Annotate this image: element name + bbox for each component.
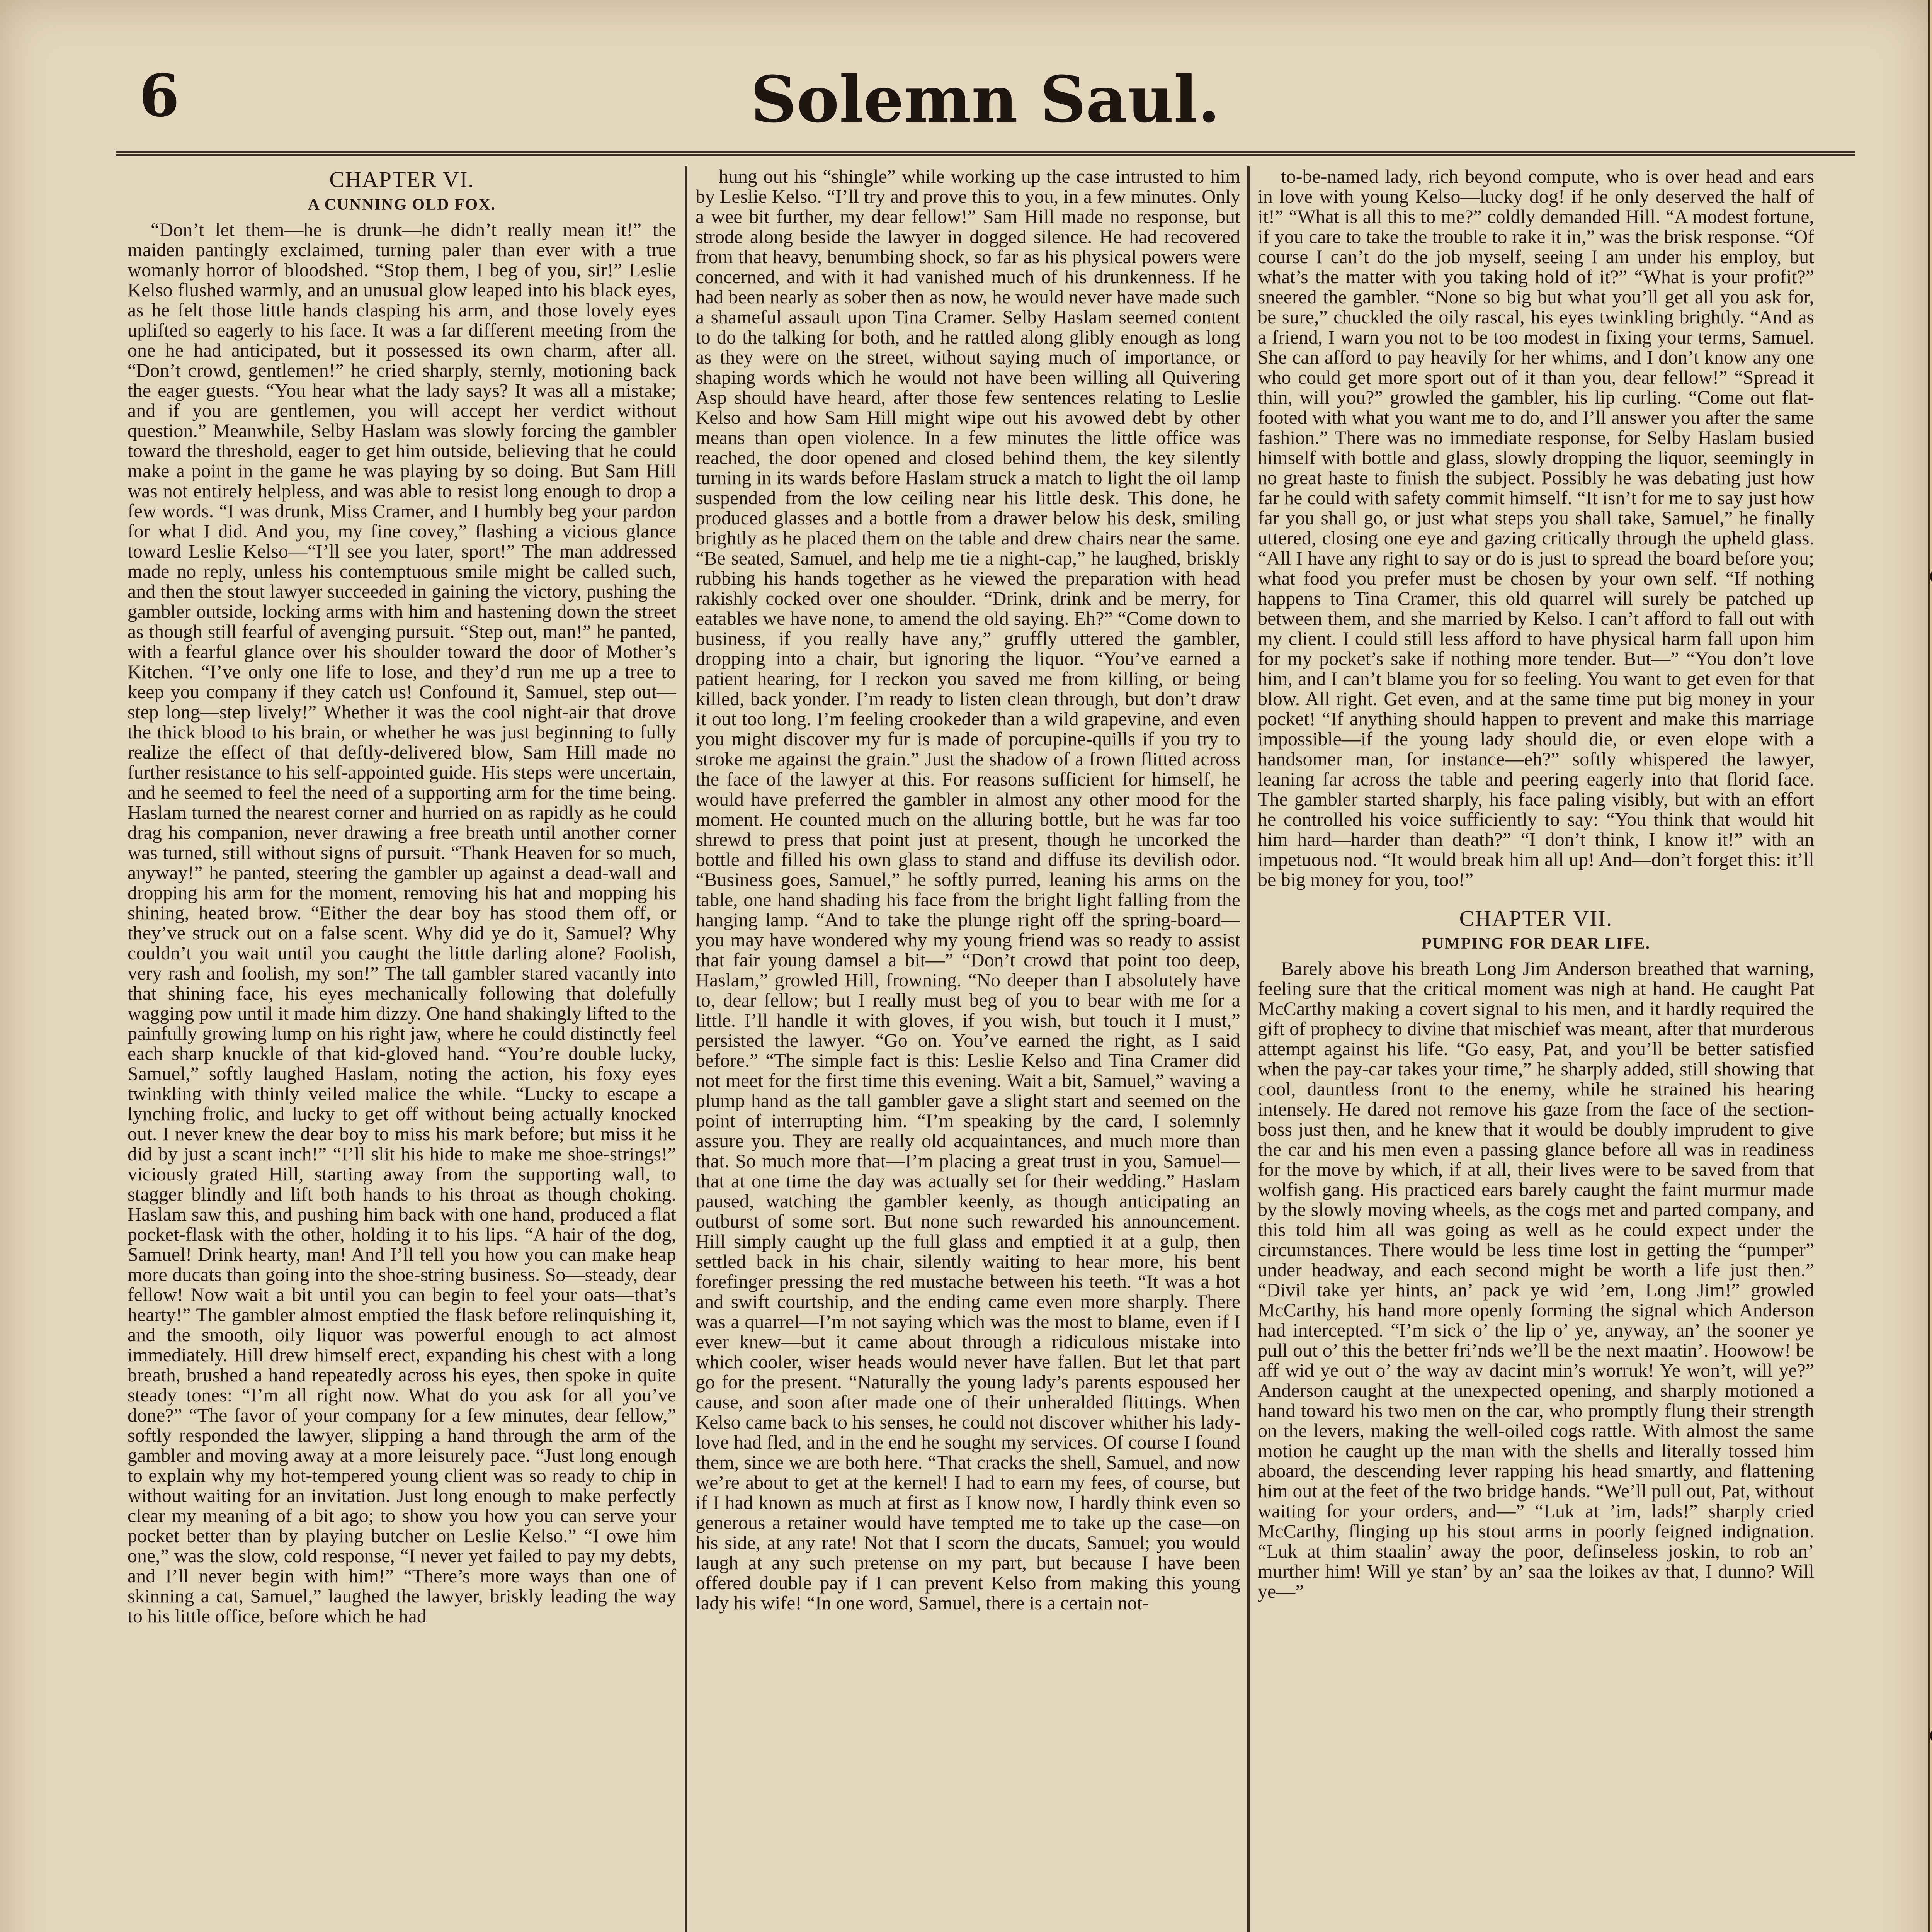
chapter-heading: CHAPTER VI. — [329, 167, 474, 192]
body-text: Barely above his breath Long Jim Anderson breathed that warning, feeling sure that the critical moment was nigh at hand. He caught Pat McCarthy making a covert signal to his men, and it hardly required the gift of prophecy to divine that mischief was meant, after that murderous attempt against his life. “Go easy, Pat, and you’ll be better satisfied when the pay-car takes your time,” he sharply added, still showing that cool, dauntless front to the enemy, while he strained his hearing intensely. He dared not remove his gaze from the face of the section-boss just then, and he knew that it would be doubly imprudent to give the car and his men even a passing glance before all was in readiness for the move by which, if at all, their lives were to be saved from that wolfish gang. His practiced ears barely caught the faint murmur made by the slowly moving wheels, as the cogs met and parted company, and this told him all was going as well as he could expect under the circumstances. There would be less time lost in getting the “pumper” under headway, and each second might be worth a life just then.” “Divil take yer hints, an’ pack ye wid ’em, Long Jim!” growled McCarthy, his hand more openly forming the signal which Anderson had intercepted. “I’m sick o’ the lip o’ ye, anyway, an’ the sooner ye pull out o’ this the better fri’nds we’ll be the next maatin’. Hoowow! be aff wid ye out o’ the way av dacint min’s worruk! Ye won’t, will ye?” Anderson caught at the unexpected opening, and sharply motioned a hand toward his two men on the car, who promptly flung their strength on the levers, making the well-oiled cogs rattle. With almost the same motion he caught up the man with the shells and literally tossed him aboard, the descending lever rapping his head smartly, and flattening him out at the feet of the two bridge hands. “We’ll pull out, Pat, without waiting for your orders, and—” “Luk at ’im, lads!” sharply cried McCarthy, flinging up his stout arms in poorly feigned indignation. “Luk at thim staalin’ away the poor, definseless joskin, to rob an’ murther him! Will ye stan’ by an’ saa the loikes av that, I dunno? Will ye—” — [1258, 957, 1814, 1602]
page-number: 6 — [139, 62, 180, 130]
column-1 — [128, 166, 676, 1932]
chapter-heading: CHAPTER VII. — [1459, 906, 1613, 931]
running-title: Solemn Saul. — [750, 62, 1220, 137]
column-2 — [696, 166, 1240, 1932]
page-edge-strip — [1928, 0, 1932, 1932]
body-text: hung out his “shingle” while working up the case intrusted to him by Leslie Kelso. “I’ll try and prove this to you, in a few minutes. Only a wee bit further, my dear fellow!” Sam Hill made no response, but strode along beside the lawyer in dogged silence. He had recovered from that heavy, benumbing shock, so far as his physical powers were concerned, and with it had vanished much of his drunkenness. If he had been nearly as sober then as now, he would never have made such a shameful assault upon Tina Cramer. Selby Haslam seemed content to do the talking for both, and he rattled along glibly enough as long as they were on the street, without saying much of importance, or shaping words which he would not have been willing all Quivering Asp should have heard, after those few sentences relating to Leslie Kelso and how Sam Hill might wipe out his avowed debt by other means than open violence. In a few minutes the little office was reached, the door opened and closed behind them, the key silently turning in its wards before Haslam struck a match to light the oil lamp suspended from the low ceiling near his little desk. This done, he produced glasses and a bottle from a drawer below his desk, smiling brightly as he placed them on the table and drew chairs near the same. “Be seated, Samuel, and help me tie a night-cap,” he laughed, briskly rubbing his hands together as he viewed the preparation with head rakishly cocked over one shoulder. “Drink, drink and be merry, for eatables we have none, to amend the old saying. Eh?” “Come down to business, if you really have any,” gruffly uttered the gambler, dropping into a chair, but ignoring the liquor. “You’ve earned a patient hearing, for I reckon you saved me from killing, or being killed, back yonder. I’m ready to listen clean through, but don’t draw it out too long. I’m feeling crookeder than a wild grapevine, and even you might discover my fur is made of porcupine-quills if you try to stroke me against the grain.” Just the shadow of a frown flitted across the face of the lawyer at this. For reasons sufficient for himself, he would have preferred the gambler in almost any other mood for the moment. He counted much on the alluring bottle, but he was far too shrewd to press that point just at present, though he uncorked the bottle and filled his own glass to stand and diffuse its devilish odor. “Business goes, Samuel,” he softly purred, leaning his arms on the table, one hand shading his face from the bright light falling from the hanging lamp. “And to take the plunge right off the spring-board—you may have wondered why my young friend was so ready to assist that fair young damsel a bit—” “Don’t crowd that point too deep, Haslam,” growled Hill, frowning. “No deeper than I absolutely have to, dear fellow; but I really must beg of you to bear with me for a little. I’ll handle it with gloves, if you wish, but touch it I must,” persisted the lawyer. “Go on. You’ve earned the right, as I said before.” “The simple fact is this: Leslie Kelso and Tina Cramer did not meet for the first time this evening. Wait a bit, Samuel,” waving a plump hand as the tall gambler gave a slight start and seemed on the point of interrupting him. “I’m speaking by the card, I solemnly assure you. They are really old acquaintances, and much more than that. So much more that—I’m placing a great trust in you, Samuel—that at one time the day was actually set for their wedding.” Haslam paused, watching the gambler keenly, as though anticipating an outburst of some sort. But none such rewarded his announcement. Hill simply caught up the full glass and emptied it at a gulp, then settled back in his chair, silently waiting to hear more, his bent forefinger pressing the red mustache between his teeth. “It was a hot and swift courtship, and the ending came even more sharply. There was a quarrel—I’m not saying which was the most to blame, even if I ever knew—but it came about through a ridiculous mistake into which cooler, wiser heads would never have fallen. But let that part go for the present. “Naturally the young lady’s parents espoused her cause, and soon after made one of their unheralded flittings. When Kelso came back to his senses, he could not discover whither his lady-love had fled, and in the end he sought my services. Of course I found them, since we are both here. “That cracks the shell, Samuel, and now we’re about to get at the kernel! I had to earn my fees, of course, but if I had known as much at first as I know now, I hardly think even so generous a retainer would have tempted me to take up the case—on his side, at any rate! Not that I scorn the ducats, Samuel; you would laugh at any such pretense on my part, but because I have been offered double pay if I can prevent Kelso from making this young lady his wife! “In one word, Samuel, there is a certain not- — [696, 166, 1240, 1614]
body-text: to-be-named lady, rich beyond compute, who is over head and ears in love with young Kelso—lucky dog! if he only deserved the half of it!” “What is all this to me?” coldly demanded Hill. “A modest fortune, if you care to take the trouble to rake it in,” was the brisk response. “Of course I can’t do the job myself, seeing I am under his employ, but what’s the matter with you taking hold of it?” “What is your profit?” sneered the gambler. “None so big but what you’ll get all you ask for, be sure,” chuckled the oily rascal, his eyes twinkling brightly. “And as a friend, I warn you not to be too modest in fixing your terms, Samuel. She can afford to pay heavily for her whims, and I don’t know any one who could get more sport out of it than you, dear fellow!” “Spread it thin, will you?” growled the gambler, his lip curling. “Come out flat-footed with what you want me to do, and I’ll answer you after the same fashion.” There was no immediate response, for Selby Haslam busied himself with bottle and glass, slowly dropping the liquor, seemingly in no great haste to finish the subject. Possibly he was debating just how far he could with safety commit himself. “It isn’t for me to say just how far you shall go, or just what steps you shall take, Samuel,” he finally uttered, closing one eye and gazing critically through the upheld glass. “All I have any right to say or do is just to spread the board before you; what food you prefer must be chosen by your own self. “If nothing happens to Tina Cramer, this old quarrel will surely be patched up between them, and she married by Kelso. I can’t afford to fall out with my client. I could still less afford to have physical harm fall upon him for my pocket’s sake if nothing more tender. But—” “You don’t love him, and I can’t blame you for so feeling. You want to get even for that blow. All right. Get even, and at the same time put big money in your pocket! “If anything should happen to prevent and make this marriage impossible—if the young lady should die, or even elope with a handsomer man, for instance—eh?” softly whispered the lawyer, leaning far across the table and peering eagerly into that florid face. The gambler started sharply, his face paling visibly, but with an effort he controlled his voice sufficiently to say: “You think that would hit him hard—harder than death?” “I don’t think, I know it!” with an impetuous nod. “It would break him all up! And—don’t forget this: it’ll be big money for you, too!” — [1258, 166, 1814, 890]
body-text: “Don’t let them—he is drunk—he didn’t really mean it!” the maiden pantingly exclaimed, turning paler than ever with a true womanly horror of bloodshed. “Stop them, I beg of you, sir!” Leslie Kelso flushed warmly, and an unusual glow leaped into his black eyes, as he felt those little hands clasping his arm, and those lovely eyes uplifted so eagerly to his face. It was a far different meeting from the one he had anticipated, but it possessed its own charm, after all. “Don’t crowd, gentlemen!” he cried sharply, sternly, motioning back the eager guests. “You hear what the lady says? It was all a mistake; and if you are gentlemen, you will accept her verdict without question.” Meanwhile, Selby Haslam was slowly forcing the gambler toward the threshold, eager to get him outside, believing that he could make a point in the game he was playing by so doing. But Sam Hill was not entirely helpless, and was able to resist long enough to drop a few words. “I was drunk, Miss Cramer, and I humbly beg your pardon for what I did. And you, my fine covey,” flashing a vicious glance toward Leslie Kelso—“I’ll see you later, sport!” The man addressed made no reply, unless his contemptuous smile might be called such, and then the stout lawyer succeeded in gaining the victory, pushing the gambler outside, locking arms with him and hastening down the street as though still fearful of avenging pursuit. “Step out, man!” he panted, with a fearful glance over his shoulder toward the door of Mother’s Kitchen. “I’ve only one life to lose, and they’d run me up a tree to keep you company if they catch us! Confound it, Samuel, step out—step long—step lively!” Whether it was the cool night-air that drove the thick blood to his brain, or whether he was just beginning to fully realize the effect of that deftly-delivered blow, Sam Hill made no further resistance to his self-appointed guide. His steps were uncertain, and he seemed to feel the need of a supporting arm for the time being. Haslam turned the nearest corner and hurried on as rapidly as he could drag his companion, never drawing a free breath until another corner was turned, still without signs of pursuit. “Thank Heaven for so much, anyway!” he panted, steering the gambler up against a dead-wall and dropping his arm for the moment, removing his hat and mopping his shining, heated brow. “Either the dear boy has stood them off, or they’ve struck out on a false scent. Why did ye do it, Samuel? Why couldn’t you wait until you caught the little darling alone? Foolish, very rash and foolish, my son!” The tall gambler stared vacantly into that shining face, his eyes mechanically following that dolefully wagging pow until it made him dizzy. One hand shakingly lifted to the painfully growing lump on his right jaw, where he could distinctly feel each sharp knuckle of that kid-gloved hand. “You’re double lucky, Samuel,” softly laughed Haslam, noting the action, his foxy eyes twinkling with thinly veiled malice the while. “Lucky to escape a lynching frolic, and lucky to get off without being actually knocked out. I never knew the dear boy to miss his mark before; but miss it he did by just a scant inch!” “I’ll slit his hide to make me shoe-strings!” viciously grated Hill, starting away from the supporting wall, to stagger blindly and lift both hands to his throat as though choking. Haslam saw this, and pushing him back with one hand, produced a flat pocket-flask with the other, holding it to his lips. “A hair of the dog, Samuel! Drink hearty, man! And I’ll tell you how you can make heap more ducats than going into the shoe-string business. So—steady, dear fellow! Now wait a bit until you can begin to feel your oats—that’s hearty!” The gambler almost emptied the flask before relinquishing it, and the smooth, oily liquor was powerful enough to act almost immediately. Hill drew himself erect, expanding his chest with a long breath, brushed a hand repeatedly across his eyes, then spoke in quite steady tones: “I’m all right now. What do you ask for all you’ve done?” “The favor of your company for a few minutes, dear fellow,” softly responded the lawyer, slipping a hand through the arm of the gambler and moving away at a more leisurely pace. “Just long enough to explain why my hot-tempered young client was so ready to chip in without waiting for an invitation. Just long enough to make perfectly clear my meaning of a bit ago; to show you how you can serve your pocket better than by playing butcher on Leslie Kelso.” “I owe him one,” was the slow, cold response, “I never yet failed to pay my debts, and I’ll never begin with him!” “There’s more ways than one of skinning a cat, Samuel,” laughed the lawyer, briskly leading the way to his little office, before which he had — [128, 219, 676, 1627]
column-rule — [1247, 166, 1250, 1932]
chapter-subtitle: A CUNNING OLD FOX. — [308, 196, 496, 214]
chapter-subtitle: PUMPING FOR DEAR LIFE. — [1421, 935, 1651, 952]
column-rule — [685, 166, 687, 1932]
page-header — [116, 58, 1855, 156]
column-3 — [1258, 166, 1814, 1932]
